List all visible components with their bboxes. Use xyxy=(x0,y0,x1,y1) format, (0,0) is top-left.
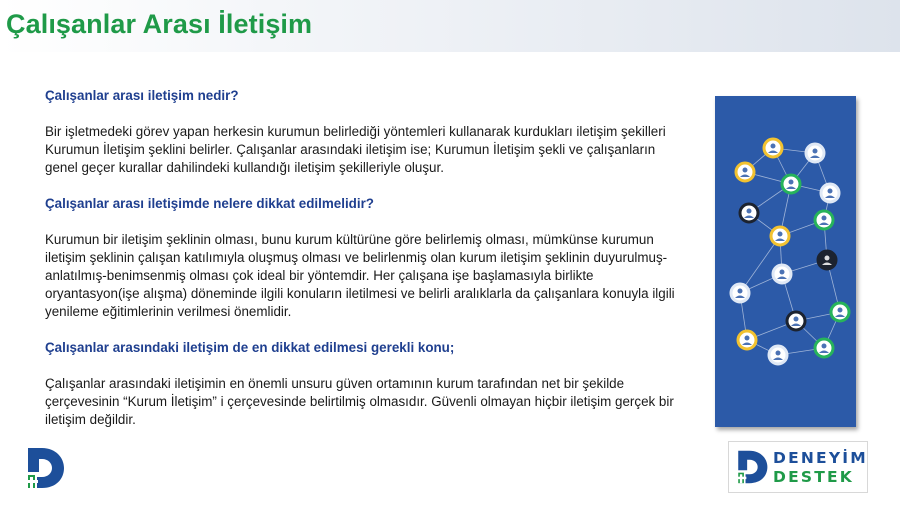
section-paragraph-3: Çalışanlar arasındaki iletişimin en önemli unsuru güven ortamının kurum tarafından net bir şekilde çerçevesinin “Kurum İletişim” i çerçevesinde belirtilmiş olmasıdır. Güvenli olmayan hiçbir iletişim gerçek bir iletişim değildir. xyxy=(45,376,674,427)
logo-brand-bottom: DESTEK xyxy=(773,468,854,486)
people-network-illustration xyxy=(715,96,856,427)
deneyim-destek-logo-icon xyxy=(24,446,66,490)
section-heading-1: Çalışanlar arası iletişim nedir? xyxy=(45,88,239,103)
logo-brand-top: DENEYİM xyxy=(773,449,868,467)
title-bar xyxy=(0,0,900,52)
section-heading-2: Çalışanlar arası iletişimde nelere dikkat edilmelidir? xyxy=(45,196,374,211)
section-paragraph-2: Kurumun bir iletişim şeklinin olması, bunu kurum kültürüne göre belirlemiş olması, mümkünse kurumun iletişim şeklinin çalışan katılımıyla oluşmuş olması ve belirlenmiş olan kurum iletişim şeklinin duyurulmuş-anlatılmış-benimsenmiş olması çok ideal bir yöntemdir. Her çalışana işe başlamasıyla birlikte oryantasyon(işe alışma) döneminde ilgili konuların iletilmesi ve belirli aralıklarla da çalışanlara konuyla ilgili yenileme eğitimlerinin verilmesi önemlidir. xyxy=(45,232,675,319)
deneyim-destek-logo xyxy=(728,441,868,493)
section-heading-3: Çalışanlar arasındaki iletişim de en dikkat edilmesi gerekli konu; xyxy=(45,340,455,355)
content-area xyxy=(45,87,675,429)
deneyim-destek-logo-icon xyxy=(735,449,769,485)
page-title: Çalışanlar Arası İletişim xyxy=(6,9,313,39)
section-paragraph-1: Bir işletmedeki görev yapan herkesin kurumun belirlediği yöntemleri kullanarak kurdukları iletişim şekilleri Kurumun İletişim şeklini belirler. Çalışanlar arasındaki iletişim ise; Kurumun İletişim şekli ve çalışanların genel geçer kurallar dahilindeki kullandığı iletişim şekilleriyle oluşur. xyxy=(45,124,666,175)
